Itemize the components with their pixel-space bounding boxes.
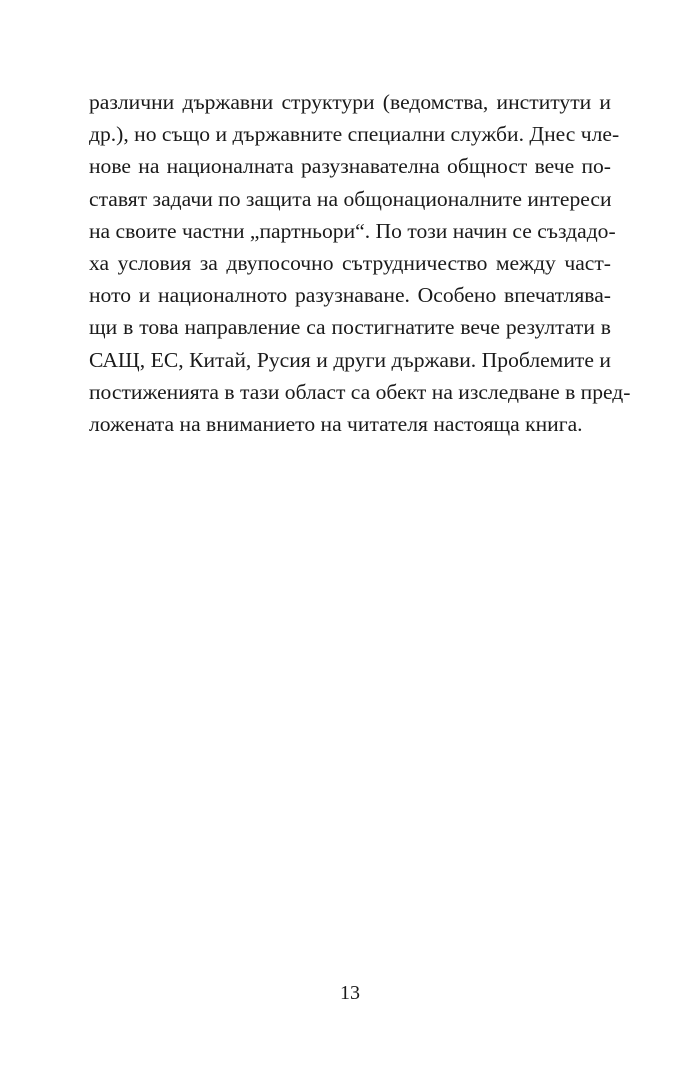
body-paragraph [89,86,631,440]
page-number: 13 [340,982,360,1004]
text-line: постиженията в тази област са обект на изследване в пред- [89,379,631,404]
text-line: щи в това направление са постигнатите вече резултати в [89,315,611,340]
text-line: на своите частни „партньори“. По този начин се създадо- [89,218,616,243]
text-line: ставят задачи по защита на общонационалните интереси [89,186,612,211]
text-line: ха условия за двупосочно сътрудничество между част- [89,250,611,275]
text-line: различни държавни структури (ведомства, институти и [89,90,611,114]
text-line: САЩ, ЕС, Китай, Русия и други държави. Проблемите и [89,347,611,372]
text-line: ното и националното разузнаване. Особено впечатлява- [89,283,611,308]
text-line: нове на националната разузнавателна общност вече по- [89,154,611,179]
text-line-last: ложената на вниманието на читателя настояща книга. [89,411,583,436]
text-line: др.), но също и държавните специални служби. Днес чле- [89,122,620,147]
